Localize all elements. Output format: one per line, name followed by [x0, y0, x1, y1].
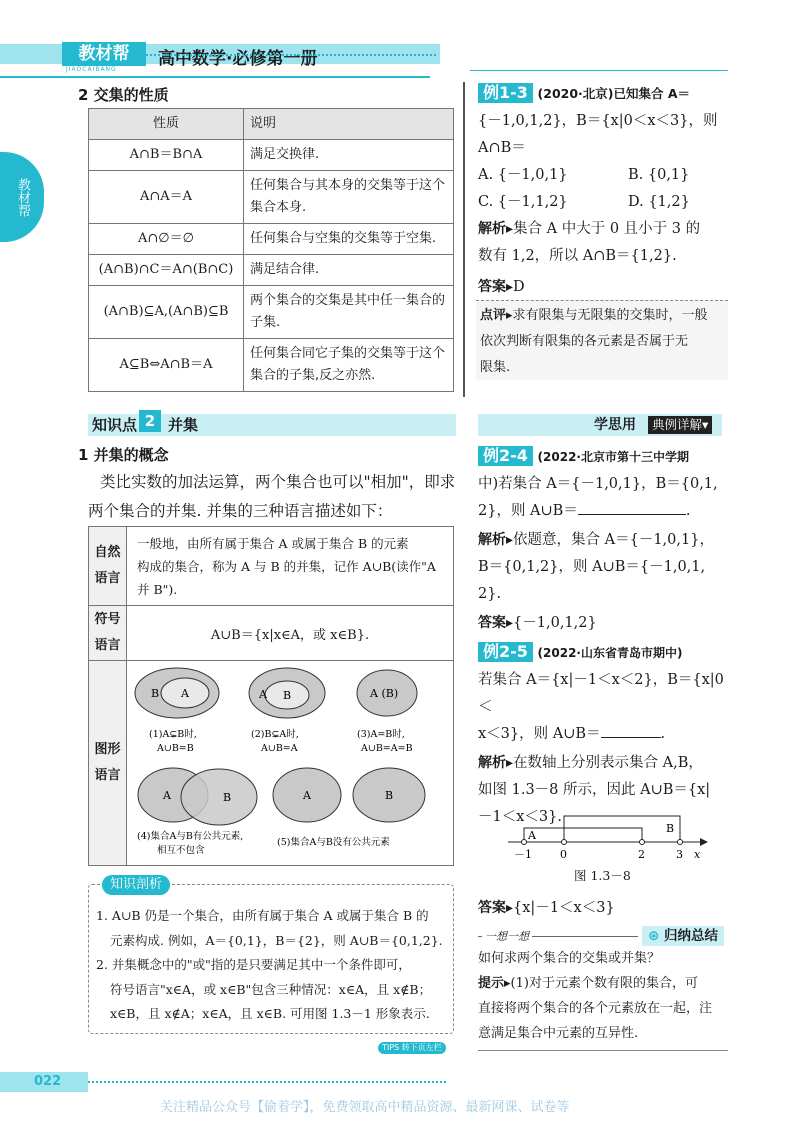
solution-label: 解析▸ [478, 532, 514, 548]
property-cell: A∩∅＝∅ [89, 224, 244, 255]
explanation-cell: 两个集合的交集是其中任一集合的子集. [244, 286, 454, 339]
table-row [89, 606, 454, 661]
example-question-line: {－1,0,1,2}，B＝{x|0＜x＜3}，则 [478, 113, 718, 129]
venn-4-caption-2: 相互不包含 [157, 845, 205, 856]
solution-text: B＝{0,1,2}，则 A∪B＝{－1,0,1, [478, 559, 706, 575]
figure-label-2: 语言 [94, 768, 121, 783]
example-tag: 例1-3 [478, 83, 533, 103]
solution-text: 数有 1,2，所以 A∩B＝{1,2}. [478, 248, 677, 264]
figure-label-1: 图形 [94, 742, 121, 757]
example-tag: 例2-4 [478, 446, 533, 466]
side-tab: 教材帮 [0, 152, 44, 242]
solution-text: 如图 1.3－8 所示，因此 A∪B＝{x| [478, 782, 711, 798]
property-cell: (A∩B)∩C＝A∩(B∩C) [89, 255, 244, 286]
venn-4-label-b: B [223, 791, 232, 804]
table-header-row [89, 109, 454, 140]
example-question-line: 2}，则 A∪B＝ [478, 503, 578, 519]
summary-badge [642, 926, 724, 946]
summary-icon: ⊛ [648, 928, 660, 944]
analysis-line: 元素构成. 例如，A＝{0,1}，B＝{2}，则 A∪B＝{0,1,2}. [110, 932, 443, 948]
table-row [89, 661, 454, 866]
solution-label: 解析▸ [478, 221, 514, 237]
axis-arrow [700, 838, 708, 846]
table-row [89, 255, 454, 286]
kp-name: 并集 [168, 416, 199, 434]
option-b: B. {0,1} [628, 167, 690, 183]
label-a: A [528, 829, 536, 842]
analysis-line: 1. A∪B 仍是一个集合，由所有属于集合 A 或属于集合 B 的 [96, 908, 429, 923]
example-2-4: 例2-4 (2022·北京市第十三中学期 中)若集合 A＝{－1,0,1}，B＝{0,1, 2}，则 A∪B＝ . 解析▸依题意，集合 A＝{－1,0,1}， B＝{0,1,2}，则 A∪B＝{－1,0,1, 2}. 答案▸{－1,0,1,2} [478, 444, 728, 637]
answer-text: D [513, 279, 525, 295]
venn-5-label-b: B [385, 789, 394, 802]
explanation-cell: 满足结合律. [244, 255, 454, 286]
venn-1-caption: (1)A⊊B时, [149, 729, 197, 740]
table-header-cell: 说明 [244, 109, 454, 140]
explanation-cell: 任何集合同它子集的交集等于这个集合的子集,反之亦然. [244, 339, 454, 392]
tick-label: －1 [514, 848, 532, 861]
solution-text: －1＜x＜3}. [478, 809, 562, 825]
answer-label: 答案▸ [478, 615, 514, 631]
venn-4-label-a: A [163, 789, 171, 802]
tick-label: 3 [676, 848, 683, 861]
answer-label: 答案▸ [478, 279, 514, 295]
hint-text: (1)对于元素个数有限的集合，可 [510, 976, 698, 991]
table-row [89, 339, 454, 392]
natural-label-2: 语言 [94, 571, 121, 586]
kp-right-button[interactable]: 典例详解▾ [648, 416, 712, 434]
analysis-line: 符号语言"x∈A，或 x∈B"包含三种情况：x∈A，且 x∉B； [110, 981, 432, 997]
point-minus1 [522, 840, 527, 845]
header-dots [146, 54, 436, 56]
point-0 [562, 840, 567, 845]
think-label: 一想一想 [482, 928, 532, 944]
property-cell: A⊆B⇔A∩B＝A [89, 339, 244, 392]
comment-text: 求有限集与无限集的交集时，一般 [512, 308, 708, 323]
table-row [89, 140, 454, 171]
table-header-cell: 性质 [89, 109, 244, 140]
analysis-line: x∈B，且 x∉A；x∈A，且 x∈B. 可用图 1.3－1 形象表示. [110, 1006, 430, 1021]
example-2-5: 例2-5 (2022·山东省青岛市期中) 若集合 A＝{x|－1＜x＜2}，B＝{x|0＜ x＜3}，则 A∪B＝ . 解析▸在数轴上分别表示集合 A,B， 如图 1.3－8 所示，因此 A∪B＝{x| －1＜x＜3}. [478, 640, 728, 831]
property-cell: A∩B＝B∩A [89, 140, 244, 171]
venn-2-label-a: A [259, 688, 267, 701]
natural-label-1: 自然 [94, 545, 121, 560]
point-3 [678, 840, 683, 845]
analysis-title: 知识剖析 [102, 875, 170, 895]
table-row [89, 224, 454, 255]
natural-line: 构成的集合，称为 A 与 B 的并集，记作 A∪B(读作"A [137, 558, 436, 574]
section-title: 2 交集的性质 [78, 86, 169, 104]
figure-caption: 图 1.3－8 [574, 868, 631, 883]
table-row [89, 527, 454, 606]
tick-label: 2 [638, 848, 645, 861]
solution-text: 在数轴上分别表示集合 A,B， [513, 755, 703, 771]
venn-2-caption: (2)B⊊A时, [251, 729, 299, 740]
brand-logo: 教材帮 [62, 42, 146, 66]
venn-5-label-a: A [303, 789, 311, 802]
example-question-line: 中)若集合 A＝{－1,0,1}，B＝{0,1, [478, 476, 718, 492]
example-question: (2020·北京)已知集合 A＝ [537, 86, 691, 101]
solution-text: 集合 A 中大于 0 且小于 3 的 [513, 221, 701, 237]
kp-right-label: 学思用 [594, 417, 636, 433]
think-content [478, 946, 728, 1046]
summary-label: 归纳总结 [664, 928, 719, 944]
solution-label: 解析▸ [478, 755, 514, 771]
venn-2-label-b: B [283, 689, 292, 702]
venn-cell [127, 661, 454, 866]
right-bottom-line [478, 1050, 728, 1051]
union-title: 1 并集的概念 [78, 446, 169, 464]
symbol-label-1: 符号 [94, 612, 121, 627]
venn-5-caption: (5)集合A与B没有公共元素 [277, 837, 390, 848]
table-row [89, 171, 454, 224]
point-2 [640, 840, 645, 845]
example-1-3 [478, 80, 728, 301]
example-question-line: A∩B＝ [478, 140, 526, 156]
example-question-line: 若集合 A＝{x|－1＜x＜2}，B＝{x|0＜ [478, 672, 724, 715]
column-divider [463, 82, 465, 397]
natural-line: 一般地，由所有属于集合 A 或属于集合 B 的元素 [137, 535, 409, 551]
kp-number: 2 [139, 410, 161, 432]
watermark: 关注精品公众号【偷着学】，免费领取高中精品资源、最新网课、试卷等 [160, 1100, 570, 1115]
page-number: 022 [34, 1074, 62, 1089]
symbol-label-2: 语言 [94, 638, 121, 653]
answer-label: 答案▸ [478, 900, 514, 916]
explanation-cell: 任何集合与空集的交集等于空集. [244, 224, 454, 255]
brand-logo-sub: JIAOCAIBANG [66, 66, 117, 73]
venn-1-label-b: B [151, 687, 160, 700]
interval-a [524, 828, 642, 842]
label-b: B [666, 822, 675, 835]
axis-x-label: x [694, 848, 701, 861]
symbol-label [89, 606, 127, 661]
venn-1-label-a: A [181, 687, 189, 700]
answer-text: {x|－1＜x＜3} [513, 900, 615, 916]
analysis-text [96, 904, 450, 1027]
answer-row [478, 896, 615, 917]
footer-dots [88, 1081, 446, 1083]
answer-text: {－1,0,1,2} [513, 615, 597, 631]
properties-table [88, 108, 454, 392]
comment-label: 点评▸ [480, 308, 513, 323]
analysis-line: 2. 并集概念中的"或"指的是只要满足其中一个条件即可， [96, 957, 411, 972]
option-a: A. {－1,0,1} [478, 167, 568, 183]
book-title: 高中数学·必修第一册 [158, 49, 318, 69]
example-source: (2022·山东省青岛市期中) [537, 646, 683, 660]
table-row [89, 286, 454, 339]
solution-text: 依题意，集合 A＝{－1,0,1}， [513, 532, 714, 548]
header-underline [0, 76, 430, 78]
property-cell: A∩A＝A [89, 171, 244, 224]
venn-diagrams [127, 661, 453, 861]
symbol-text: A∪B＝{x|x∈A，或 x∈B}. [127, 606, 454, 661]
natural-text [127, 527, 454, 606]
comment-text: 依次判断有限集的各元素是否属于无 [480, 334, 689, 349]
union-paragraph: 两个集合的并集. 并集的三种语言描述如下： [88, 502, 393, 520]
example-source: (2022·北京市第十三中学期 [537, 450, 689, 464]
property-cell: (A∩B)⊆A,(A∩B)⊆B [89, 286, 244, 339]
option-c: C. {－1,1,2} [478, 194, 568, 210]
natural-label [89, 527, 127, 606]
union-paragraph: 类比实数的加法运算，两个集合也可以"相加"，即求 [100, 473, 456, 491]
interval-b [564, 816, 680, 842]
tick-label: 0 [560, 848, 567, 861]
union-language-table [88, 526, 454, 866]
venn-1-caption-2: A∪B=B [157, 743, 194, 754]
option-d: D. {1,2} [628, 194, 690, 210]
venn-3-caption: (3)A=B时, [357, 729, 405, 740]
venn-4-b [181, 769, 257, 825]
answer-blank [601, 721, 661, 738]
venn-3-label: A (B) [370, 687, 399, 700]
think-question: 如何求两个集合的交集或并集？ [478, 951, 661, 966]
kp-label: 知识点 [92, 416, 138, 434]
answer-blank [578, 498, 686, 515]
venn-4-caption: (4)集合A与B有公共元素, [137, 831, 244, 842]
number-line-figure [500, 812, 710, 864]
hint-text: 直接将两个集合的各个元素放在一起，注 [478, 1001, 713, 1016]
example-question-line: x＜3}，则 A∪B＝ [478, 726, 601, 742]
hint-text: 意满足集合中元素的互异性. [478, 1026, 639, 1041]
tips-badge: TIPS 转下页左栏 [378, 1042, 446, 1054]
venn-2-caption-2: A∪B=A [261, 743, 298, 754]
example-tag: 例2-5 [478, 642, 533, 662]
comment-box [476, 300, 728, 380]
natural-line: 并 B"). [137, 581, 178, 597]
solution-text: 2}. [478, 586, 502, 602]
explanation-cell: 满足交换律. [244, 140, 454, 171]
header-right-line [470, 70, 728, 71]
venn-3-caption-2: A∪B=A=B [361, 743, 413, 754]
explanation-cell: 任何集合与其本身的交集等于这个集合本身. [244, 171, 454, 224]
hint-label: 提示▸ [478, 976, 511, 991]
comment-text: 限集. [480, 360, 511, 375]
figure-label [89, 661, 127, 866]
